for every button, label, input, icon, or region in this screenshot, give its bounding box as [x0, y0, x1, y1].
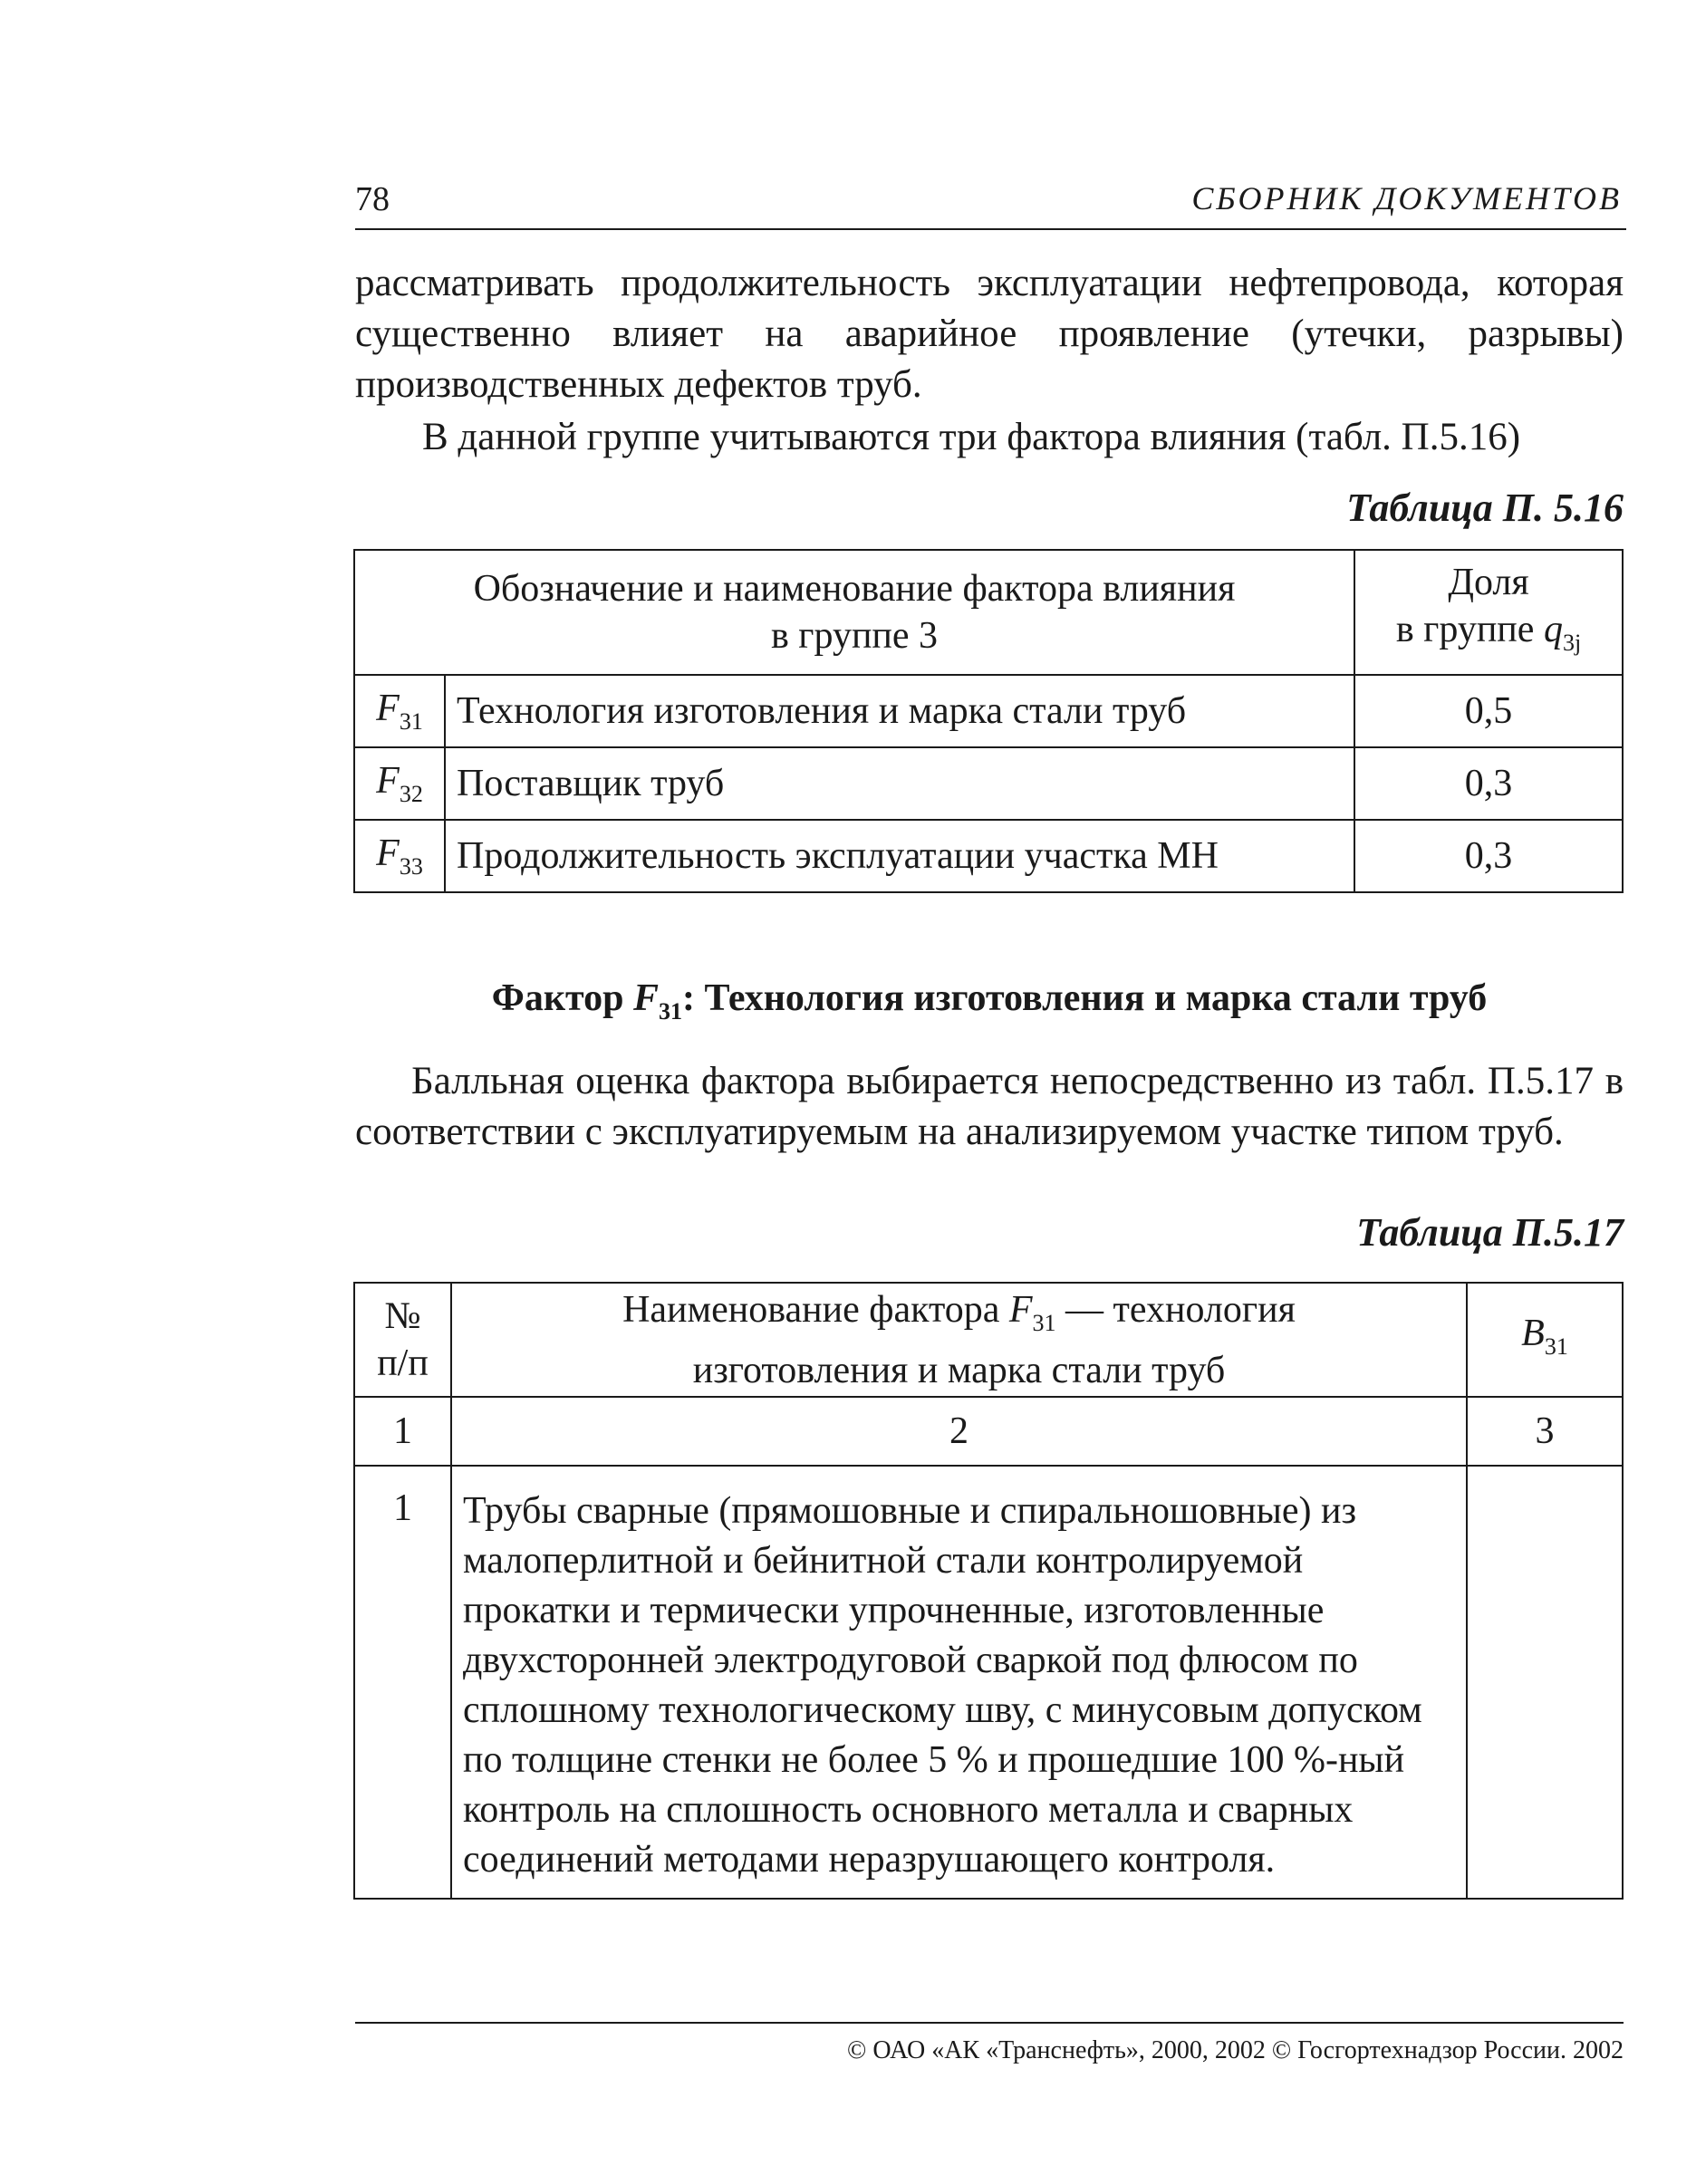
table2-header-row [354, 1283, 1623, 1397]
table2-column-numbers [354, 1397, 1623, 1466]
header-rule [355, 228, 1626, 230]
table-row [354, 675, 1623, 747]
factor-symbol: $F_{33}$ [354, 820, 445, 892]
table-row [354, 747, 1623, 820]
factor-name: Поставщик труб [445, 747, 1354, 820]
table1-header-designation: Обозначение и наименование фактора влияния в группе 3 [354, 550, 1354, 675]
table1-header-share: Доля в группе $q_{3j}$ [1354, 550, 1623, 675]
table2-header-name: Наименование фактора $F_{31}$ — технология изготовления и марка стали труб [451, 1283, 1467, 1397]
factor-share: 0,3 [1354, 747, 1623, 820]
footer-rule [355, 2022, 1624, 2024]
table-row [354, 1466, 1623, 1899]
table-row [354, 820, 1623, 892]
column-number: 1 [354, 1397, 451, 1466]
pipe-technology-table [353, 1282, 1624, 1900]
table1-caption: Таблица П. 5.16 [1346, 486, 1624, 530]
paragraph-2: В данной группе учитываются три фактора влияния (табл. П.5.16) [422, 416, 1521, 458]
copyright-footer: © ОАО «АК «Транснефть», 2000, 2002 © Госгортехнадзор России. 2002 [847, 2036, 1624, 2064]
paragraph-3: Балльная оценка фактора выбирается непосредственно из табл. П.5.17 в соответствии с эксплуатируемым на анализируемом участке типом труб. [355, 1060, 1624, 1153]
factor-symbol: $F_{31}$ [354, 675, 445, 747]
section-heading: Фактор $F_{31}$: Технология изготовления и марка стали труб [491, 977, 1488, 1025]
table2-header-number: № п/п [354, 1283, 451, 1397]
factor-name: Технология изготовления и марка стали труб [445, 675, 1354, 747]
page-number: 78 [355, 180, 390, 218]
row-index: 1 [354, 1466, 451, 1899]
paragraph-1: рассматривать продолжительность эксплуатации нефтепровода, которая существенно влияет на аварийное проявление (утечки, разрывы) производственных дефектов труб. [355, 262, 1624, 406]
factor-symbol: $F_{32}$ [354, 747, 445, 820]
factor-share: 0,5 [1354, 675, 1623, 747]
factor-name: Продолжительность эксплуатации участка МН [445, 820, 1354, 892]
column-number: 3 [1467, 1397, 1623, 1466]
factor-share: 0,3 [1354, 820, 1623, 892]
running-title: СБОРНИК ДОКУМЕНТОВ [1191, 180, 1622, 216]
table1-header-row [354, 550, 1623, 675]
row-score [1467, 1466, 1623, 1899]
factors-table [353, 549, 1624, 893]
table2-caption: Таблица П.5.17 [1356, 1210, 1624, 1255]
row-description: Трубы сварные (прямошовные и спиральношовные) из малоперлитной и бейнитной стали контролируемой прокатки и термически упрочненные, изготовленные двухсторонней электродуговой сваркой под флюсом по сплошному технологическому шву, с минусовым допуском по толщине стенки не более 5 % и прошедшие 100 %-ный контроль на сплошность основного металла и сварных соединений методами неразрушающего контроля. [451, 1466, 1467, 1899]
table2-header-score: $B_{31}$ [1467, 1283, 1623, 1397]
column-number: 2 [451, 1397, 1467, 1466]
